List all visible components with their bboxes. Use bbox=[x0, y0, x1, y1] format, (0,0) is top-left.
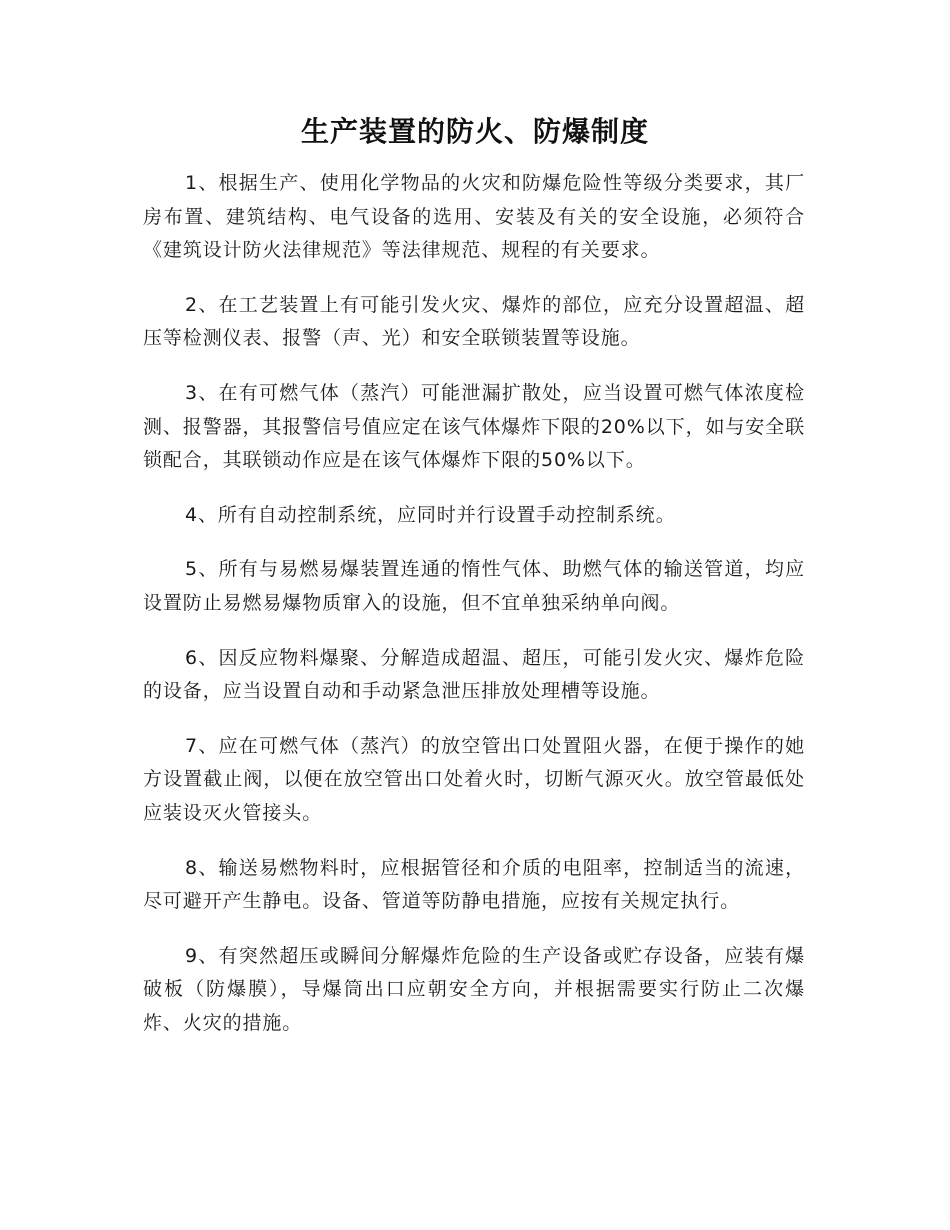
paragraph-3: 3、在有可燃气体（蒸汽）可能泄漏扩散处，应当设置可燃气体浓度检测、报警器，其报警信号值应定在该气体爆炸下限的20%以下，如与安全联锁配合，其联锁动作应是在该气体爆炸下限的50%以下。 bbox=[143, 381, 805, 472]
paragraph-8: 8、输送易燃物料时，应根据管径和介质的电阻率，控制适当的流速，尽可避开产生静电。设备、管道等防静电措施，应按有关规定执行。 bbox=[143, 856, 805, 913]
paragraph-5: 5、所有与易燃易爆装置连通的惰性气体、助燃气体的输送管道，均应设置防止易燃易爆物质窜入的设施，但不宜单独采纳单向阀。 bbox=[143, 558, 805, 614]
paragraph-4: 4、所有自动控制系统，应同时并行设置手动控制系统。 bbox=[185, 503, 676, 526]
paragraph-6: 6、因反应物料爆聚、分解造成超温、超压，可能引发火灾、爆炸危险的设备，应当设置自动和手动紧急泄压排放处理槽等设施。 bbox=[143, 646, 805, 703]
paragraph-9: 9、有突然超压或瞬间分解爆炸危险的生产设备或贮存设备，应装有爆破板（防爆膜），导爆筒出口应朝安全方向，并根据需要实行防止二次爆炸、火灾的措施。 bbox=[143, 944, 805, 1034]
paragraph-7: 7、应在可燃气体（蒸汽）的放空管出口处置阻火器，在便于操作的她方设置截止阀，以便在放空管出口处着火时，切断气源灭火。放空管最低处应装设灭火管接头。 bbox=[143, 734, 805, 824]
document-title: 生产装置的防火、防爆制度 bbox=[300, 115, 649, 148]
paragraph-2: 2、在工艺装置上有可能引发火灾、爆炸的部位，应充分设置超温、超压等检测仪表、报警（声、光）和安全联锁装置等设施。 bbox=[143, 293, 805, 350]
document-body bbox=[143, 167, 805, 1061]
paragraph-1: 1、根据生产、使用化学物品的火灾和防爆危险性等级分类要求，其厂房布置、建筑结构、电气设备的选用、安装及有关的安全设施，必须符合《建筑设计防火法律规范》等法律规范、规程的有关要求。 bbox=[143, 172, 805, 262]
